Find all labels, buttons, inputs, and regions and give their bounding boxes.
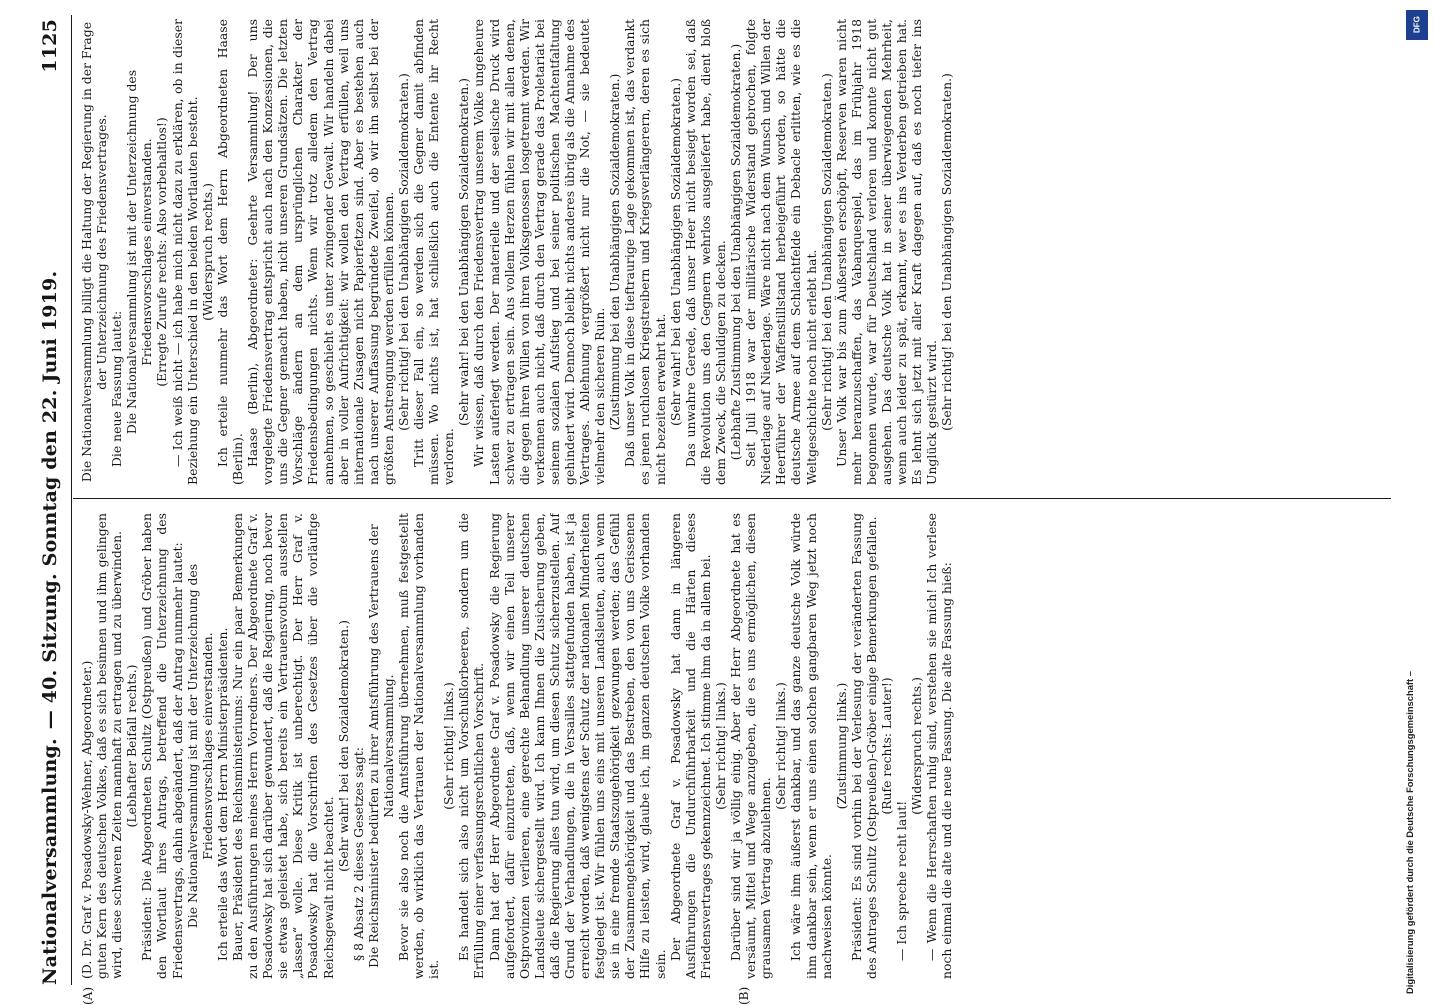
- header-rule: [71, 15, 72, 985]
- paragraph: guten Kern des deutschen Volkes, daß es sich besinnen und ihm gelingen wird, diese schweren Zeiten mannhaft zu ertragen und zu überwinden.: [94, 513, 125, 979]
- paragraph: — Wenn die Herrschaften ruhig sind, verstehen sie mich! Ich verlese noch einmal die alte und die neue Fassung. Die alte Fassung hieß:: [924, 513, 955, 979]
- paragraph: Es handelt sich also nicht um Vorschußlorbeeren, sondern um die Erfüllung einer verfassungsrechtlichen Vorschrift.: [456, 513, 487, 979]
- margin-marker-b: (B): [737, 986, 751, 1005]
- margin-marker-a: (A): [81, 986, 95, 1005]
- interjection: (Lebhafte Zustimmung bei den Unabhängigen Sozialdemokraten.): [728, 43, 744, 461]
- interjection: (Sehr richtig! links.): [712, 682, 728, 810]
- column-divider: [73, 498, 1391, 499]
- paragraph: Wir wissen, daß durch den Friedensvertrag unserem Volke ungeheure Lasten auferlegt werden. Der materielle und der seelische Druck wird schwer zu ertragen sein. Aus vollem Herzen fühlen wir mit allen denen, die gegen ihren Willen von ihren Volksgenossen losgetrennt werden. Wir verkennen auch nicht, daß durch den Vertrag gerade das Proletariat bei seinem sozialen Aufstieg und bei seiner politischen Machtentfaltung gehindert wird. Dennoch bleibt nichts anderes übrig als die Annahme des Vertrages. Ablehnung vergrößert nicht nur die Not, — sie bedeutet vielmehr den sicheren Ruin.: [471, 19, 608, 485]
- paragraph: — Ich spreche recht laut!: [894, 800, 910, 961]
- right-column: [79, 19, 1391, 485]
- digitization-credit: Digitalisierung gefördert durch die Deutsche Forschungsgemeinschaft –: [1404, 671, 1415, 994]
- speaker-continuation: (D. Dr. Graf v. Posadowsky-Wehner, Abgeordneter.): [79, 660, 94, 979]
- digitization-sidebar: [1400, 0, 1434, 1000]
- interjection: (Sehr richtig! links.): [773, 682, 789, 810]
- paragraph: Ich erteile nunmehr das Wort dem Herrn Abgeordneten Haase (Berlin).: [214, 19, 245, 485]
- paragraph: Ich wäre ihm äußerst dankbar, und das ganze deutsche Volk würde ihm dankbar sein, wenn er uns einen solchen gangbaren Weg jetzt noch nachweisen könnte.: [788, 513, 834, 979]
- header-center: — 40. Sitzung. Sonntag den 22. Juni 1919.: [39, 270, 61, 730]
- paragraph: Seit Juli 1918 war der militärische Widerstand gebrochen, folgte Niederlage auf Niederlage. Wäre nicht nach dem Wunsch und Willen der Heerführer der Waffenstillstand herbeigeführt worden, so hätte die deutsche Armee auf dem Schlachtfelde ein Debacle erlitten, wie es die Weltgeschichte noch nicht erlebt hat.: [743, 19, 819, 485]
- interjection: (Sehr richtig! bei den Unabhängigen Sozialdemokraten.): [395, 73, 411, 431]
- paragraph: Dann hat der Herr Abgeordnete Graf v. Posadowsky die Regierung aufgefordert, dafür einzutreten, daß, wenn wir einen Teil unserer Ostprovinzen verlieren, eine gerechte Behandlung unserer deutschen Landsleute sichergestellt wird. Ich kann Ihnen die Zusicherung geben, daß die Regierung alles tun wird, um diesen Schutz sicherzustellen. Auf Grund der Verhandlungen, die in Versailles stattgefunden haben, ist ja erreicht worden, daß wenigstens der Schutz der nationalen Minderheiten festgelegt ist. Wir fühlen uns eins mit unseren Landsleuten, auch wenn sie in eine fremde Staatszugehörigkeit gezwungen werden; das Gefühl der Zusammengehörigkeit und das Bestreben, den von uns Gerissenen Hilfe zu leisten, wird, glaube ich, im ganzen deutschen Volke vorhanden sein.: [486, 513, 668, 979]
- interjection: (Sehr wahr! bei den Unabhängigen Sozialdemokraten.): [456, 78, 472, 426]
- paragraph: Tritt dieser Fall ein, so werden sich die Gegner damit abfinden müssen. Wo nichts ist, hat schließlich auch die Entente ihr Recht verloren.: [411, 19, 457, 485]
- page-number: 1125: [39, 19, 61, 73]
- paragraph: — Ich weiß nicht — ich habe mich nicht dazu zu erklären, ob in dieser Beziehung ein Unterschied in den beiden Wortlauten besteht.: [169, 19, 200, 485]
- interjection: (Widerspruch rechts.): [909, 677, 925, 815]
- paragraph: § 8 Absatz 2 dieses Gesetzes sagt:: [350, 747, 366, 961]
- interjection: (Rufe rechts: Lauter!): [878, 677, 894, 815]
- paragraph: Ich erteile das Wort dem Herrn Ministerpräsidenten.: [214, 627, 230, 961]
- newspaper-page: [37, 15, 1397, 1005]
- interjection: (Lebhafter Beifall rechts.): [124, 664, 140, 828]
- paragraph: Präsident: Die Abgeordneten Schultz (Ostpreußen) und Gröber haben den Wortlaut ihres Antrags, betreffend die Unterzeichnung des Friedensvertrags, dahin abgeändert, daß der Antrag nunmehr lautet:: [139, 513, 185, 979]
- paragraph: Darüber sind wir ja völlig einig. Aber der Herr Abgeordnete hat es versäumt, Mittel und Wege anzugeben, die es uns ermöglichen, diesen grausamen Vertrag abzulehnen.: [728, 513, 774, 979]
- paragraph: Bevor sie also noch die Amtsführung übernehmen, muß festgestellt werden, ob wirklich das Vertrauen der Nationalversammlung vorhanden ist.: [395, 513, 442, 979]
- paragraph: Haase (Berlin), Abgeordneter: Geehrte Versammlung! Der uns vorgelegte Friedensvertrag entspricht auch nach den Konzessionen, die uns die Gegner gemacht haben, nicht unseren Grundsätzen. Die letzten Vorschläge ändern an dem ursprünglichen Charakter der Friedensbedingungen nichts. Wenn wir trotz alledem den Vertrag annehmen, so geschieht es unter zwingender Gewalt. Wir handeln dabei aber in voller Aufrichtigkeit: wir wollen den Vertrag erfüllen, weil uns internationale Zusagen nicht Papierfetzen sind. Aber es bestehen auch nach unserer Auffassung begründete Zweifel, ob wir ihn selbst bei der größten Anstrengung werden erfüllen können.: [245, 19, 396, 485]
- paragraph: Daß unser Volk in diese tieftraurige Lage gekommen ist, das verdankt es jenen ruchlosen Kriegstreibern und Kriegsverlängerern, deren es sich nicht bezeiten erwehrt hat.: [622, 19, 668, 485]
- interjection: (Sehr wahr! bei den Unabhängigen Sozialdemokraten.): [667, 78, 683, 426]
- interjection: (Erregte Zurufe rechts: Also vorbehaltlos!): [154, 117, 170, 387]
- interjection: (Sehr richtig! bei den Unabhängigen Sozialdemokraten.): [818, 73, 834, 431]
- paragraph: Bauer, Präsident des Reichsministeriums: Nur ein paar Bemerkungen zu den Ausführungen meines Herrn Vorredners. Der Abgeordnete Graf v. Posadowsky hat sich darüber gewundert, daß die Regierung, noch bevor sie etwas geleistet habe, sich bereits ein Vertrauensvotum ausstellen „lassen“ wolle. Diese Kritik ist unberechtigt. Der Herr Graf v. Posadowsky hat die Vorschriften des Gesetzes über die vorläufige Reichsgewalt nicht beachtet.: [229, 513, 336, 979]
- interjection: (Widerspruch rechts.): [199, 183, 215, 321]
- paragraph: Der Abgeordnete Graf v. Posadowsky hat dann in längeren Ausführungen die Undurchführbarkeit und die Härten dieses Friedensvertrages gekennzeichnet. Ich stimme ihm da in allem bei.: [667, 513, 713, 979]
- header-left: Nationalversammlung.: [39, 738, 61, 985]
- left-column: [79, 513, 1391, 979]
- dfg-logo: DFG: [1406, 10, 1428, 40]
- paragraph: Die neue Fassung lautet:: [109, 310, 125, 467]
- quote: Die Nationalversammlung ist mit der Unterzeichnung des Friedensvorschlages einverstanden.: [184, 563, 215, 929]
- quote: Die Nationalversammlung billigt die Haltung der Regierung in der Frage der Unterzeichnung des Friedensvertrages.: [79, 21, 110, 483]
- quote: Die Reichsminister bedürfen zu ihrer Amtsführung des Vertrauens der Nationalversammlung.: [365, 524, 396, 968]
- interjection: (Sehr richtig! links.): [441, 682, 457, 810]
- paragraph: Präsident: Es sind vorhin bei der Verlesung der veränderten Fassung des Antrages Schultz (Ostpreußen)-Gröber einige Bemerkungen gefallen.: [848, 513, 879, 979]
- interjection: (Sehr wahr! bei den Sozialdemokraten.): [335, 620, 351, 872]
- interjection: (Sehr richtig! bei den Unabhängigen Sozialdemokraten.): [939, 73, 955, 431]
- interjection: (Zustimmung bei den Unabhängigen Sozialdemokraten.): [607, 73, 623, 431]
- quote: Die Nationalversammlung ist mit der Unterzeichnung des Friedensvorschlages einverstanden.: [124, 69, 155, 435]
- page-header: [39, 15, 69, 985]
- paragraph: Unser Volk war bis zum Äußersten erschöpft, Reserven waren nicht mehr heranzuschaffen, das Vabanquespiel, das im Frühjahr 1918 begonnen wurde, war für Deutschland verloren und konnte nicht gut ausgehen. Das deutsche Volk hat in seiner überwiegenden Mehrheit, wenn auch leider zu spät, erkannt, wer es ins Verderben getrieben hat. Es lehnt sich jetzt mit aller Kraft dagegen auf, daß es noch tiefer ins Unglück gestürzt wird.: [833, 19, 940, 485]
- paragraph: Das unwahre Gerede, daß unser Heer nicht besiegt worden sei, daß die Revolution uns den Gegnern wehrlos ausgeliefert habe, dient bloß dem Zweck, die Schuldigen zu decken.: [682, 19, 728, 485]
- interjection: (Zustimmung links.): [833, 682, 849, 810]
